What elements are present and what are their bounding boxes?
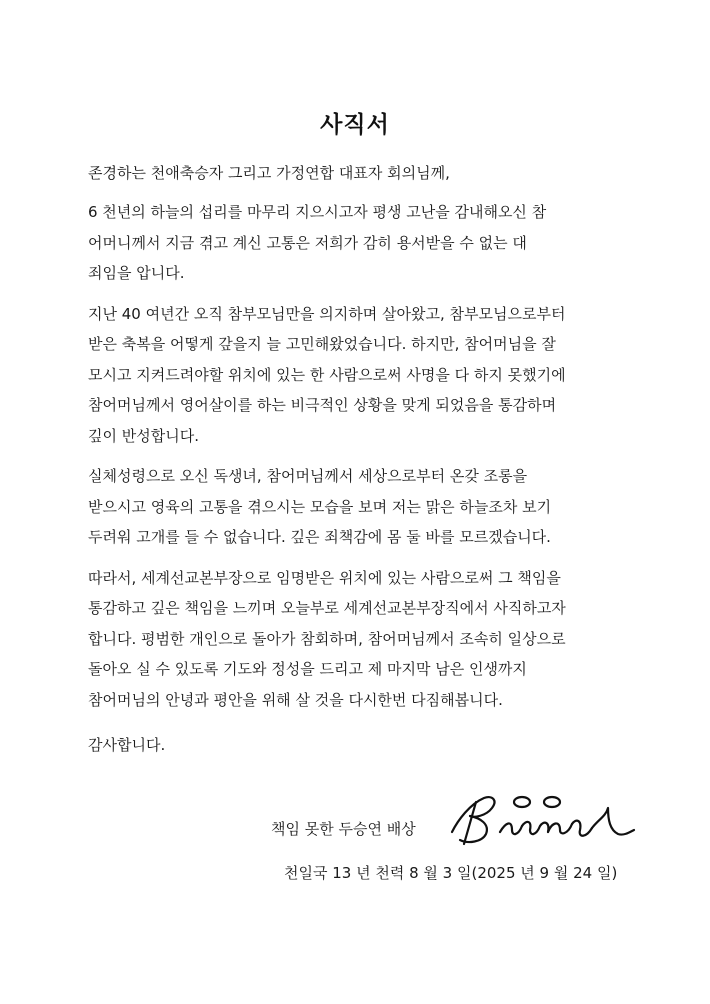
paragraph-line: 합니다. 평범한 개인으로 돌아가 참회하며, 참어머님께서 조속히 일상으로 (88, 629, 566, 648)
handwritten-signature (440, 790, 640, 850)
paragraph-4 (88, 563, 633, 716)
paragraph-line: 지난 40 여년간 오직 참부모님만을 의지하며 살아왔고, 참부모님으로부터 (88, 304, 566, 323)
letter-body (88, 197, 633, 715)
paragraph-line: 참어머님께서 영어살이를 하는 비극적인 상황을 맞게 되었음을 통감하며 (88, 396, 557, 414)
paragraph-line: 두려워 고개를 들 수 없습니다. 깊은 죄책감에 몸 둘 바를 모르겠습니다. (88, 528, 551, 546)
paragraph-gap (88, 451, 633, 461)
paragraph-line: 받은 축복을 어떻게 갚을지 늘 고민해왔었습니다. 하지만, 참어머님을 잘 (88, 335, 556, 353)
paragraph-line: 6 천년의 하늘의 섭리를 마무리 지으시고자 평생 고난을 감내해오신 참 (88, 203, 547, 221)
paragraph-line: 죄임을 압니다. (88, 264, 185, 282)
date-line: 천일국 13 년 천력 8 월 3 일(2025 년 9 월 24 일) (284, 864, 618, 882)
paragraph-line: 참어머님의 안녕과 평안을 위해 살 것을 다시한번 다짐해봅니다. (88, 690, 503, 709)
paragraph-line: 모시고 지켜드려야할 위치에 있는 한 사람으로써 사명을 다 하지 못했기에 (88, 365, 566, 384)
paragraph-gap (88, 289, 633, 299)
paragraph-line: 깊이 반성합니다. (88, 426, 199, 445)
paragraph-gap (88, 553, 633, 563)
paragraph-line: 통감하고 깊은 책임을 느끼며 오늘부로 세계선교본부장직에서 사직하고자 (88, 599, 566, 617)
closing-text: 감사합니다. (88, 736, 166, 754)
paragraph-line: 따라서, 세계선교본부장으로 임명받은 위치에 있는 사람으로써 그 책임을 (88, 568, 561, 587)
salutation: 존경하는 천애축승자 그리고 가정연합 대표자 회의님께, (88, 164, 450, 182)
paragraph-line: 받으시고 영육의 고통을 겪으시는 모습을 보며 저는 맑은 하늘조차 보기 (88, 497, 552, 516)
paragraph-1 (88, 197, 633, 289)
paragraph-2 (88, 299, 633, 452)
paragraph-line: 실체성령으로 오신 독생녀, 참어머님께서 세상으로부터 온갖 조롱을 (88, 467, 528, 485)
paragraph-line: 어머니께서 지금 겪고 계신 고통은 저희가 감히 용서받을 수 없는 대 (88, 233, 527, 252)
paragraph-3 (88, 461, 633, 553)
signer-line: 책임 못한 두승연 배상 (271, 820, 416, 838)
paragraph-line: 돌아오 실 수 있도록 기도와 정성을 드리고 제 마지막 남은 인생까지 (88, 660, 527, 678)
document-title: 사직서 (320, 112, 390, 138)
